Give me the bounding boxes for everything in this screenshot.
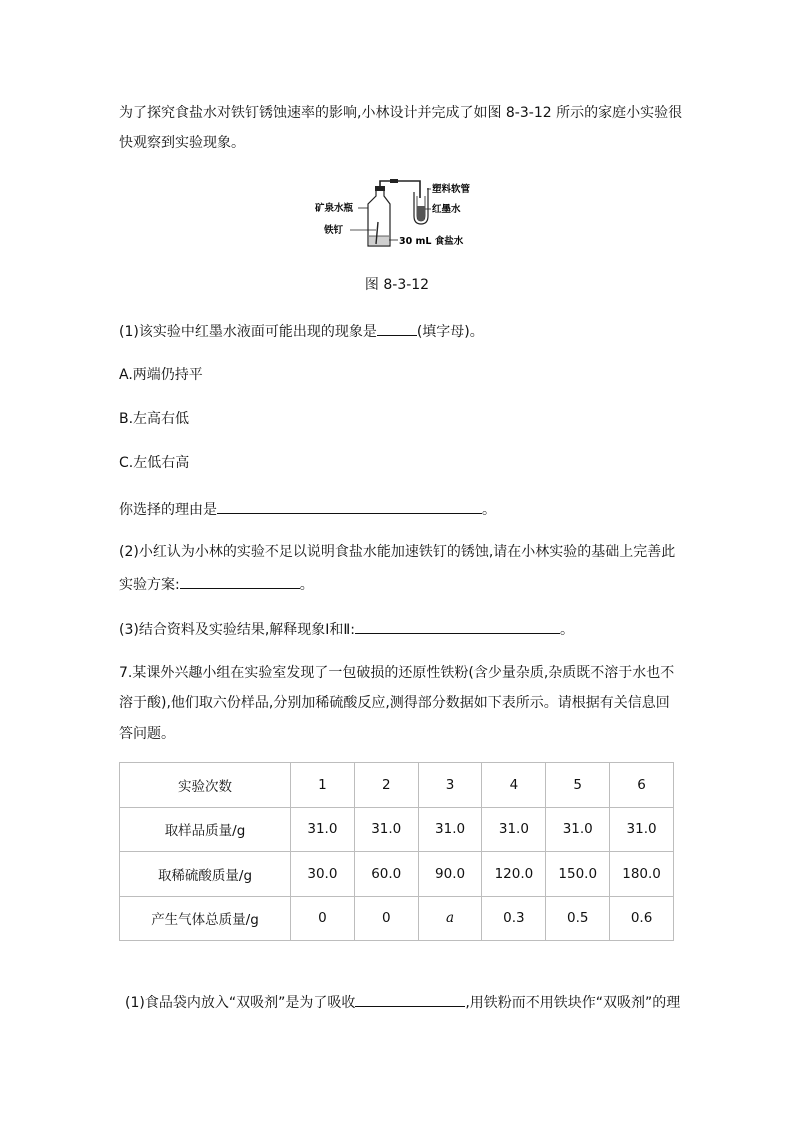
table-cell: 180.0	[610, 852, 674, 897]
red-ink-liquid	[417, 206, 425, 221]
q2-line-2-after: 。	[299, 577, 314, 593]
bottom-before: (1)食品袋内放入“双吸剂”是为了吸收	[125, 995, 356, 1011]
bottle-cap	[375, 186, 385, 191]
q1-reason	[119, 498, 496, 520]
table-header-row	[120, 763, 674, 808]
experiment-figure	[314, 178, 474, 250]
table-row-label: 取样品质量/g	[120, 807, 291, 852]
table-cell: 120.0	[482, 852, 546, 897]
answer-blank-q2[interactable]	[180, 573, 300, 589]
q3-after: 。	[560, 622, 575, 638]
q7-line-1: 7.某课外兴趣小组在实验室发现了一包破损的还原性铁粉(含少量杂质,杂质既不溶于水也不	[119, 665, 675, 681]
table-header-cell: 6	[610, 763, 674, 808]
table-header-cell: 1	[291, 763, 355, 808]
table-cell: 0	[291, 896, 355, 941]
table-cell: 0	[354, 896, 418, 941]
table-cell: 31.0	[418, 807, 482, 852]
label-plastic-tube: 塑料软管	[432, 184, 471, 195]
q1-reason-after: 。	[482, 502, 496, 518]
bottom-after: ,用铁粉而不用铁块作“双吸剂”的理	[465, 995, 681, 1011]
answer-blank-q3[interactable]	[355, 618, 560, 634]
table-header-cell: 2	[354, 763, 418, 808]
table-header-cell: 4	[482, 763, 546, 808]
q2-line-1: (2)小红认为小林的实验不足以说明食盐水能加速铁钉的锈蚀,请在小林实验的基础上完善此	[119, 544, 676, 560]
table-cell: 31.0	[482, 807, 546, 852]
table-cell: 90.0	[418, 852, 482, 897]
q7-line-2: 溶于酸),他们取六份样品,分别加稀硫酸反应,测得部分数据如下表所示。请根据有关信息回	[119, 695, 670, 711]
salt-water	[369, 236, 389, 245]
table-cell: 0.3	[482, 896, 546, 941]
q7-line-3: 答问题。	[119, 726, 175, 742]
answer-blank-reason[interactable]	[217, 498, 482, 514]
intro-line-1: 为了探究食盐水对铁钉锈蚀速率的影响,小林设计并完成了如图 8-3-12 所示的家庭小实验很	[119, 105, 683, 121]
table-header-cell: 实验次数	[120, 763, 291, 808]
table-cell: 31.0	[354, 807, 418, 852]
table-header-cell: 5	[546, 763, 610, 808]
answer-blank-bottom[interactable]	[355, 991, 465, 1007]
experiment-data-table	[119, 762, 674, 941]
table-row-label: 取稀硫酸质量/g	[120, 852, 291, 897]
intro-line-2: 快观察到实验现象。	[119, 135, 245, 151]
label-nail: 铁钉	[324, 225, 344, 236]
bottom-question	[125, 991, 680, 1013]
option-c: C.左低右高	[119, 455, 190, 471]
option-a: A.两端仍持平	[119, 367, 203, 383]
q3-line	[119, 618, 574, 640]
figure-caption: 图 8-3-12	[364, 277, 430, 293]
answer-blank-q1[interactable]	[377, 320, 417, 336]
q1-prompt-before: (1)该实验中红墨水液面可能出现的现象是	[119, 324, 377, 340]
label-red-ink: 红墨水	[432, 204, 461, 215]
table-cell: 30.0	[291, 852, 355, 897]
label-salt-water: 30 mL 食盐水	[399, 236, 464, 247]
label-bottle: 矿泉水瓶	[315, 203, 354, 214]
q1-prompt	[119, 320, 484, 342]
q1-reason-before: 你选择的理由是	[119, 502, 217, 518]
table-cell: a	[418, 896, 482, 941]
table-header-cell: 3	[418, 763, 482, 808]
table-cell: 0.5	[546, 896, 610, 941]
q2-line-2-before: 实验方案:	[119, 577, 180, 593]
q3-before: (3)结合资料及实验结果,解释现象Ⅰ和Ⅱ:	[119, 622, 356, 638]
table-row	[120, 807, 674, 852]
q2-line-2	[119, 573, 314, 595]
table-row-label: 产生气体总质量/g	[120, 896, 291, 941]
option-b: B.左高右低	[119, 411, 190, 427]
table-cell: 31.0	[546, 807, 610, 852]
table-cell: 31.0	[610, 807, 674, 852]
table-cell: 150.0	[546, 852, 610, 897]
table-row	[120, 852, 674, 897]
table-cell: 31.0	[291, 807, 355, 852]
table-cell: 0.6	[610, 896, 674, 941]
table-cell: 60.0	[354, 852, 418, 897]
table-row	[120, 896, 674, 941]
apparatus-diagram	[314, 178, 474, 250]
q1-prompt-after: (填字母)。	[416, 324, 484, 340]
